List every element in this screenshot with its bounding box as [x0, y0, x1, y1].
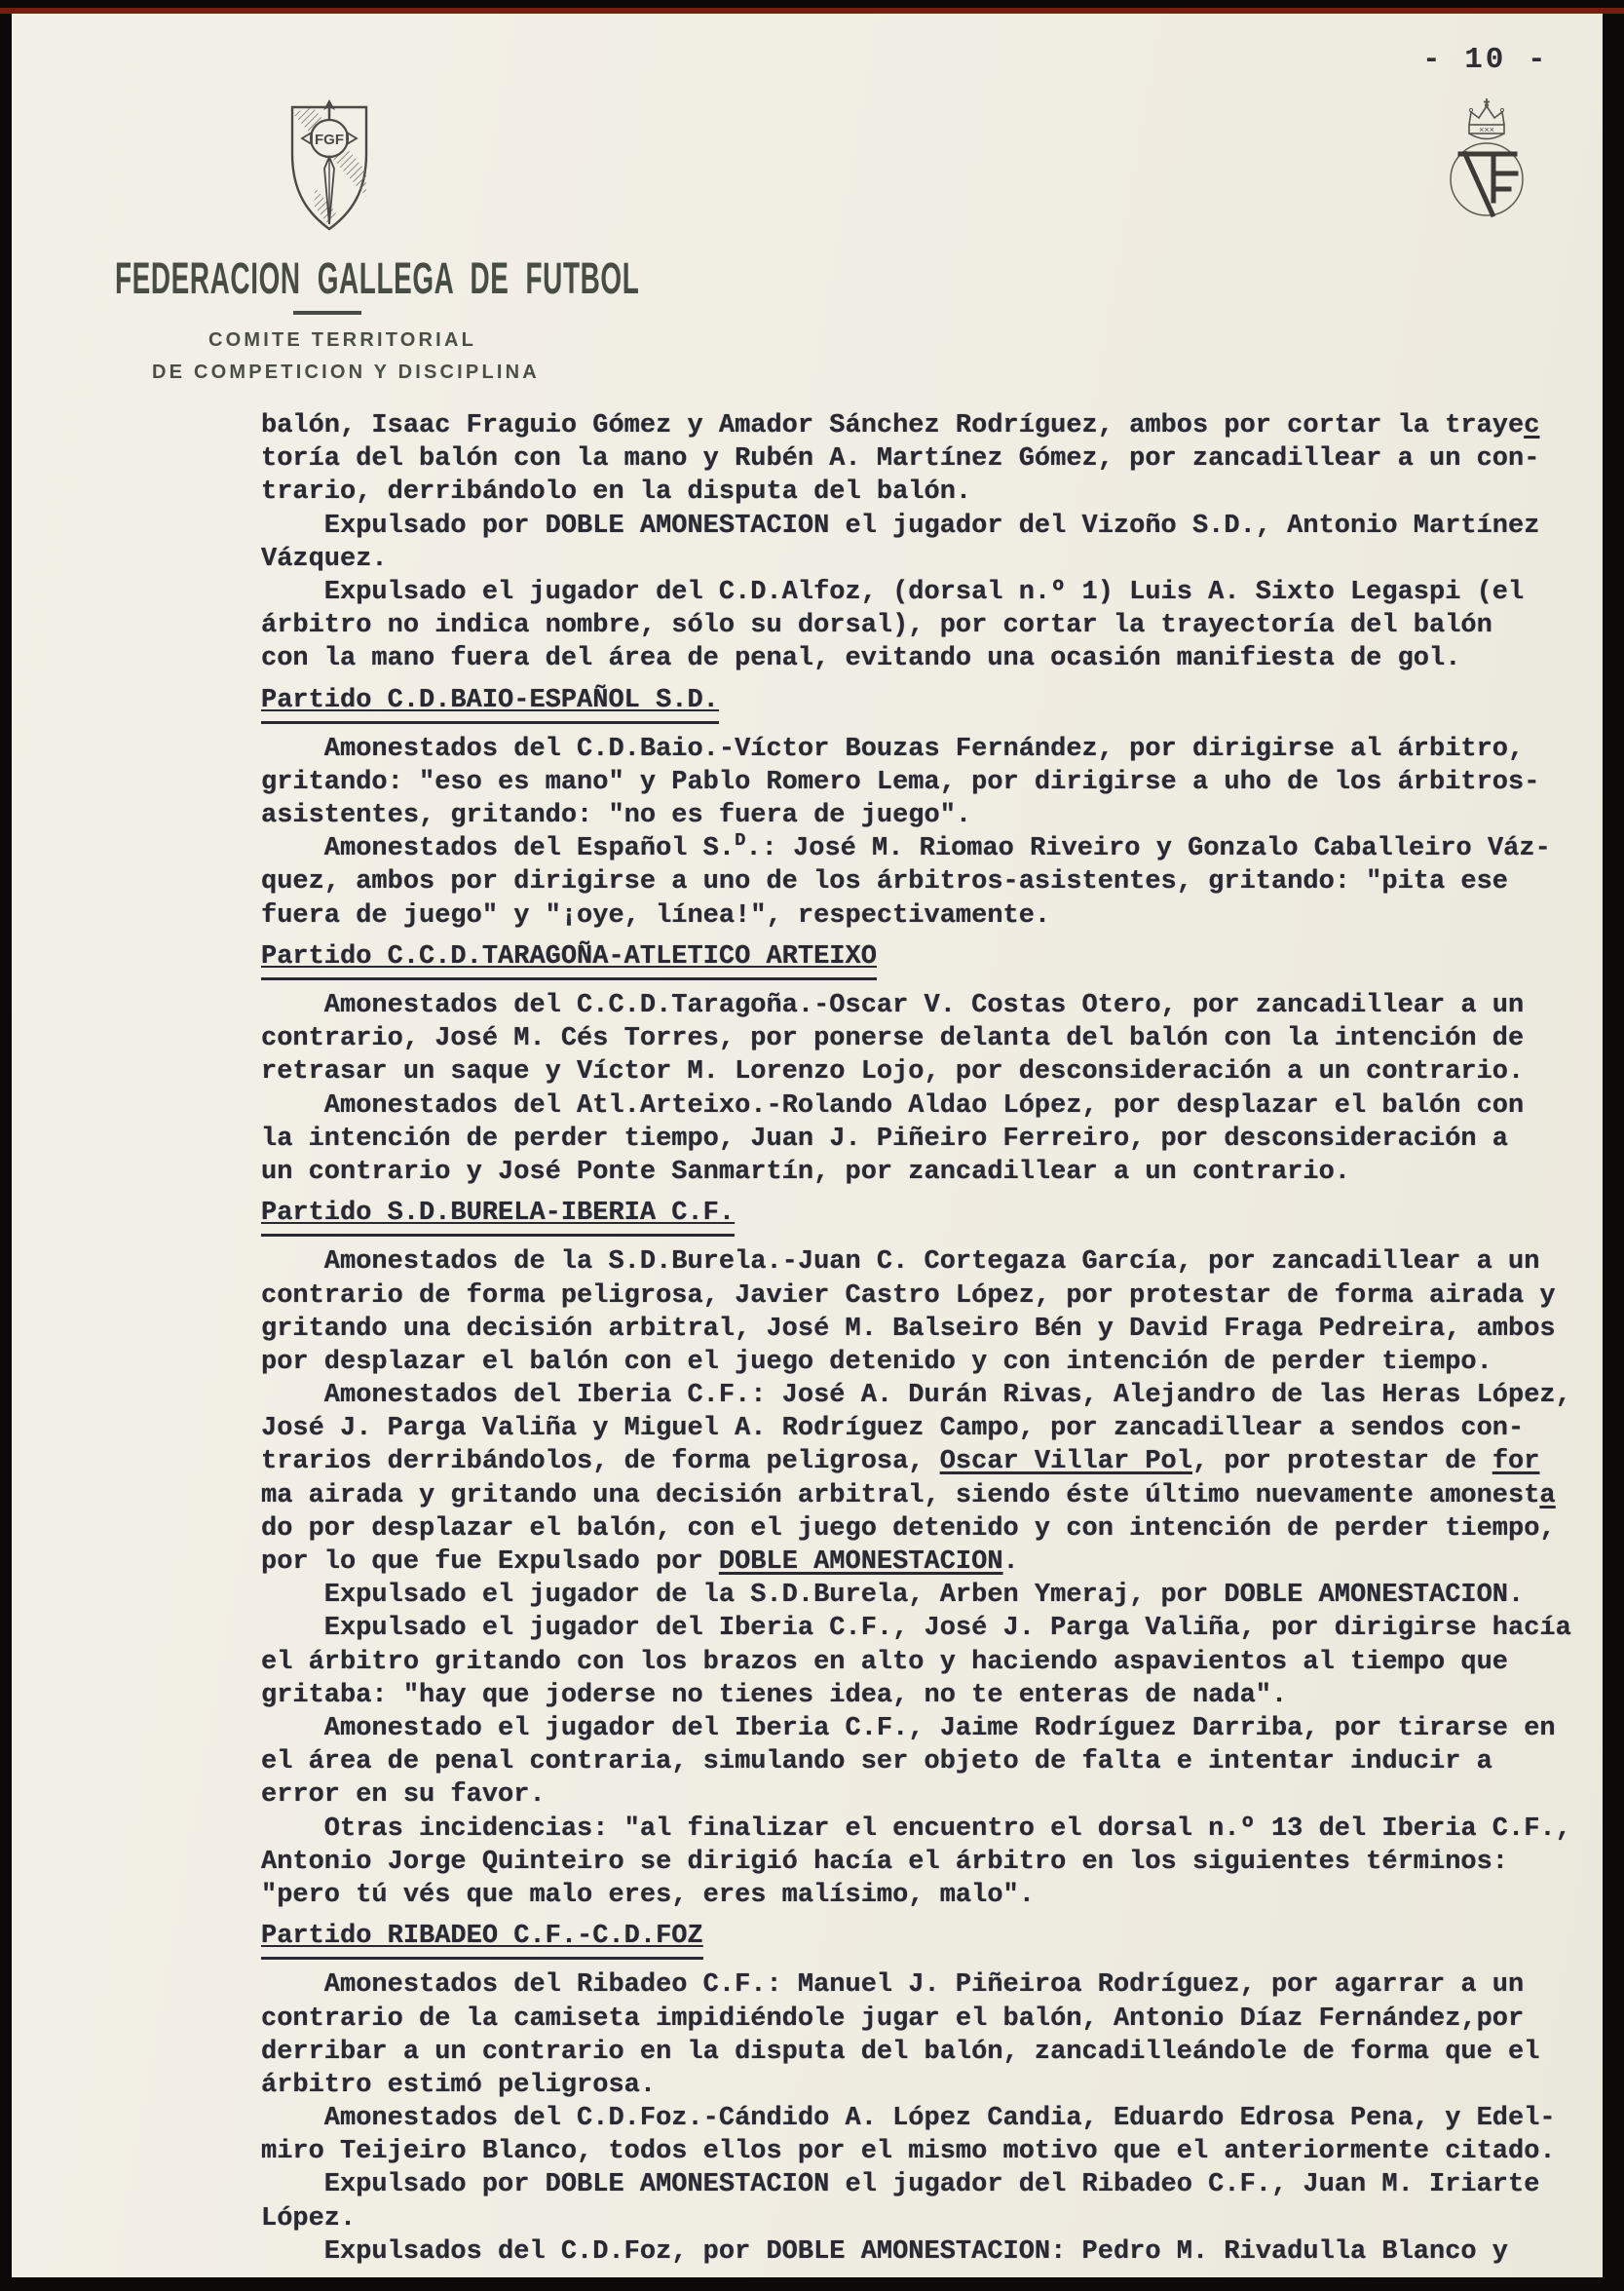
text-line: la intención de perder tiempo, Juan J. Piñeiro Ferreiro, por desconsideración a	[261, 1124, 1509, 1154]
text-line: miro Teijeiro Blanco, todos ellos por el mismo motivo que el anteriormente citado.	[261, 2137, 1556, 2167]
text-line: Amonestados del Iberia C.F.: José A. Durán Rivas, Alejandro de las Heras López,	[261, 1381, 1571, 1411]
text-line: gritaba: "hay que joderse no tienes idea, no te enteras de nada".	[261, 1680, 1288, 1710]
text-line: Expulsado el jugador de la S.D.Burela, Arben Ymeraj, por DOBLE AMONESTACION.	[261, 1581, 1525, 1611]
org-name: FEDERACION GALLEGA DE FUTBOL	[115, 253, 640, 303]
text-line: gritando una decisión arbitral, José M. Balseiro Bén y David Fraga Pedreira, ambos	[261, 1314, 1556, 1344]
text-line: ma airada y gritando una decisión arbitral, siendo éste último nuevamente amonesta	[261, 1480, 1556, 1510]
document-page	[12, 14, 1603, 2277]
text-line: balón, Isaac Fraguio Gómez y Amador Sánchez Rodríguez, ambos por cortar la trayec	[261, 411, 1540, 440]
text-line: José J. Parga Valiña y Miguel A. Rodríguez Campo, por zancadillear a sendos con-	[261, 1414, 1525, 1444]
text-line: fuera de juego" y "¡oye, línea!", respectivamente.	[261, 900, 1051, 931]
text-line: do por desplazar el balón, con el juego detenido y con intención de perder tiempo,	[261, 1513, 1556, 1544]
text-line: Amonestados del Atl.Arteixo.-Rolando Aldao López, por desplazar el balón con	[261, 1090, 1525, 1121]
svg-text:FGF: FGF	[315, 132, 344, 148]
match-heading: Partido C.D.BAIO-ESPAÑOL S.D.	[261, 684, 1610, 717]
text-line: trario, derribándolo en la disputa del balón.	[261, 477, 972, 508]
text-line: árbitro no indica nombre, sólo su dorsal), por cortar la trayectoría del balón	[261, 611, 1492, 641]
text-line: Vázquez.	[261, 544, 388, 574]
text-line: Amonestados de la S.D.Burela.-Juan C. Cortegaza García, por zancadillear a un	[261, 1247, 1540, 1278]
text-line: quez, ambos por dirigirse a uno de los árbitros-asistentes, gritando: "pita ese	[261, 867, 1509, 897]
text-line: por desplazar el balón con el juego detenido y con intención de perder tiempo.	[261, 1347, 1492, 1377]
text-line: el árbitro gritando con los brazos en alto y haciendo aspavientos al tiempo que	[261, 1647, 1509, 1677]
fgf-shield-icon	[285, 97, 373, 236]
text-line: gritando: "eso es mano" y Pablo Romero Lema, por dirigirse a uho de los árbitros-	[261, 767, 1540, 797]
text-line: Amonestados del C.D.Baio.-Víctor Bouzas Fernández, por dirigirse al árbitro,	[261, 734, 1525, 764]
text-line: contrario de forma peligrosa, Javier Castro López, por protestar de forma airada y	[261, 1280, 1556, 1311]
text-line: Amonestados del Español S.$^D$.: José M. Riomao Riveiro y Gonzalo Caballeiro Váz-	[261, 829, 1551, 864]
match-heading: Partido S.D.BURELA-IBERIA C.F.	[261, 1197, 1610, 1230]
document-body	[261, 409, 1610, 2269]
rfef-crown-crest-icon	[1445, 95, 1529, 224]
text-line: un contrario y José Ponte Sanmartín, por zancadillear a un contrario.	[261, 1157, 1350, 1187]
committee-line-1: COMITE TERRITORIAL	[208, 329, 477, 351]
text-line: Expulsados del C.D.Foz, por DOBLE AMONESTACION: Pedro M. Rivadulla Blanco y	[261, 2236, 1509, 2267]
text-line: por lo que fue Expulsado por DOBLE AMONESTACION.	[261, 1547, 1019, 1578]
match-heading: Partido RIBADEO C.F.-C.D.FOZ	[261, 1920, 1610, 1953]
text-line: Amonestados del C.C.D.Taragoña.-Oscar V. Costas Otero, por zancadillear a un	[261, 991, 1525, 1021]
text-line: Antonio Jorge Quinteiro se dirigió hacía el árbitro en los siguientes términos:	[261, 1847, 1509, 1877]
text-line: Amonestados del Ribadeo C.F.: Manuel J. Piñeiroa Rodríguez, por agarrar a un	[261, 1970, 1525, 2001]
text-line: Amonestado el jugador del Iberia C.F., Jaime Rodríguez Darriba, por tirarse en	[261, 1713, 1556, 1743]
text-line: "pero tú vés que malo eres, eres malísimo, malo".	[261, 1880, 1035, 1910]
text-line: el área de penal contraria, simulando ser objeto de falta e intentar inducir a	[261, 1747, 1492, 1777]
text-line: Expulsado por DOBLE AMONESTACION el jugador del Ribadeo C.F., Juan M. Iriarte	[261, 2170, 1540, 2200]
text-line: Amonestados del C.D.Foz.-Cándido A. López Candia, Eduardo Edrosa Pena, y Edel-	[261, 2104, 1556, 2134]
text-line: con la mano fuera del área de penal, evitando una ocasión manifiesta de gol.	[261, 644, 1461, 674]
text-line: Expulsado por DOBLE AMONESTACION el jugador del Vizoño S.D., Antonio Martínez	[261, 511, 1540, 541]
text-line: Expulsado el jugador del Iberia C.F., José J. Parga Valiña, por dirigirse hacía	[261, 1614, 1571, 1644]
text-line: derribar a un contrario en la disputa del balón, zancadilleándole de forma que el	[261, 2037, 1540, 2067]
text-line: Expulsado el jugador del C.D.Alfoz, (dorsal n.º 1) Luis A. Sixto Legaspi (el	[261, 577, 1525, 607]
text-line: López.	[261, 2203, 357, 2234]
text-line: retrasar un saque y Víctor M. Lorenzo Lojo, por desconsideración a un contrario.	[261, 1057, 1525, 1088]
letterhead-rule	[293, 311, 361, 315]
committee-line-2: DE COMPETICION Y DISCIPLINA	[152, 362, 540, 383]
text-line: trarios derribándolos, de forma peligrosa, Oscar Villar Pol, por protestar de for	[261, 1447, 1540, 1477]
page-number: - 10 -	[1422, 43, 1549, 77]
text-line: árbitro estimó peligrosa.	[261, 2070, 657, 2100]
text-line: toría del balón con la mano y Rubén A. Martínez Gómez, por zancadillear a un con-	[261, 444, 1540, 475]
text-line: error en su favor.	[261, 1780, 546, 1811]
text-line: contrario de la camiseta impidiéndole jugar el balón, Antonio Díaz Fernández,por	[261, 2004, 1525, 2034]
svg-text:×××: ×××	[1479, 125, 1494, 134]
text-line: Otras incidencias: "al finalizar el encuentro el dorsal n.º 13 del Iberia C.F.,	[261, 1814, 1571, 1844]
text-line: asistentes, gritando: "no es fuera de juego".	[261, 801, 972, 831]
match-heading: Partido C.C.D.TARAGOÑA-ATLETICO ARTEIXO	[261, 940, 1610, 974]
text-line: contrario, José M. Cés Torres, por ponerse delanta del balón con la intención de	[261, 1024, 1525, 1054]
